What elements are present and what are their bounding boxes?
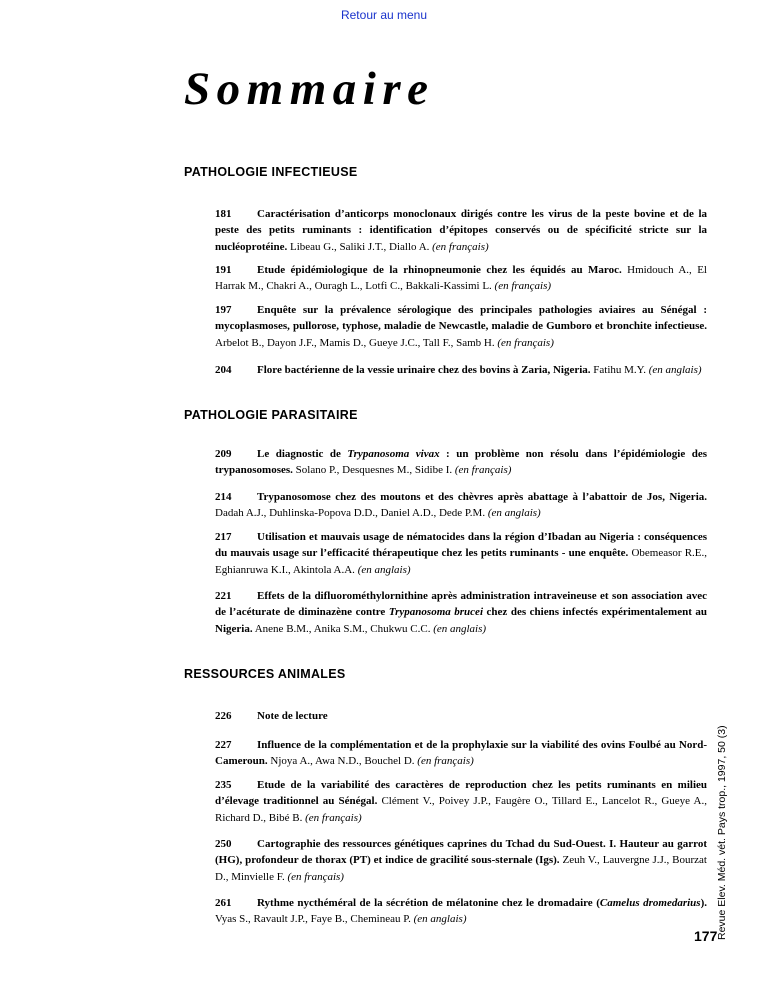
species-name: Trypanosoma brucei	[388, 606, 484, 619]
toc-entry[interactable]	[215, 708, 707, 724]
entry-language: (en anglais)	[648, 364, 702, 376]
entry-page-number: 250	[215, 838, 232, 850]
entry-authors: Dadah A.J., Duhlinska-Popova D.D., Daniel A.D., Dede P.M.	[215, 507, 486, 520]
entry-language: (en anglais)	[433, 622, 487, 635]
entry-title: Cartographie des ressources génétiques caprines du Tchad du Sud-Ouest. I. Hauteur au garrot (HG), profondeur de thorax (PT) et indice de gracilité sous-sternale (Igs).	[215, 838, 707, 867]
page-title: Sommaire	[184, 63, 435, 115]
entry-title: Trypanosomose chez des moutons et des chèvres après abattage à l’abattoir de Jos, Nigeria.	[257, 491, 707, 503]
entry-title: Utilisation et mauvais usage de nématocides dans la région d’Ibadan au Nigeria : conséquences du mauvais usage sur l’efficacité thérapeutique chez les petits ruminants - une enquête.	[215, 531, 707, 560]
species-name: Trypanosoma vivax	[347, 448, 440, 460]
entry-title: Etude épidémiologique de la rhinopneumonie chez les équidés au Maroc.	[257, 264, 622, 276]
entry-title: Note de lecture	[257, 710, 328, 722]
toc-entry[interactable]	[215, 588, 707, 637]
entry-authors: Anene B.M., Anika S.M., Chukwu C.C.	[254, 622, 431, 635]
journal-reference: Revue Elev. Méd. vét. Pays trop., 1997, 50 (3)	[716, 725, 728, 940]
toc-entry[interactable]	[215, 362, 707, 378]
entry-authors: Solano P., Desquesnes M., Sidibe I.	[295, 464, 453, 477]
species-name: Camelus dromedarius	[599, 897, 701, 909]
entry-page-number: 181	[215, 208, 232, 220]
entry-language: (en français)	[454, 464, 512, 477]
entry-page-number: 214	[215, 491, 232, 503]
toc-entry[interactable]	[215, 489, 707, 522]
entry-language: (en anglais)	[357, 563, 411, 576]
section-heading-infectious: PATHOLOGIE INFECTIEUSE	[184, 165, 358, 179]
entry-language: (en français)	[494, 280, 552, 293]
entry-title: Effets de la difluorométhylornithine après administration intraveineuse et son association avec de l’acéturate de diminazène contre Trypanosoma brucei chez des chiens infectés expérimentalement au Nigeria.	[215, 590, 708, 635]
entry-title: Influence de la complémentation et de la prophylaxie sur la viabilité des ovins Foulbé au Nord-Cameroun.	[215, 739, 707, 768]
toc-entry[interactable]	[215, 206, 707, 255]
toc-entry[interactable]	[215, 302, 707, 351]
section-heading-animal-resources: RESSOURCES ANIMALES	[184, 667, 346, 681]
section-heading-parasitic: PATHOLOGIE PARASITAIRE	[184, 408, 358, 422]
entry-page-number: 191	[215, 264, 232, 276]
entry-title: Caractérisation d’anticorps monoclonaux dirigés contre les virus de la peste bovine et de la peste des petits ruminants : identification d’épitopes conservés ou de spécificité stricte sur la nucléoprotéine.	[215, 208, 707, 253]
page-number: 177	[694, 928, 718, 944]
toc-entry[interactable]	[215, 777, 707, 826]
toc-entry[interactable]	[215, 446, 707, 479]
back-to-menu-link[interactable]: Retour au menu	[340, 8, 428, 22]
entry-page-number: 197	[215, 304, 232, 316]
entry-language: (en anglais)	[487, 507, 541, 520]
entry-page-number: 221	[215, 590, 232, 602]
entry-authors: Hmidouch A., El Harrak M., Chakri A., Ouragh L., Lotfi C., Bakkali-Kassimi L.	[215, 264, 707, 293]
entry-title: Flore bactérienne de la vessie urinaire chez des bovins à Zaria, Nigeria.	[257, 364, 591, 376]
entry-authors: Clément V., Poivey J.P., Faugère O., Tillard E., Lancelot R., Gueye A., Richard D., Bibé B.	[215, 795, 707, 824]
entry-authors: Njoya A., Awa N.D., Bouchel D.	[270, 755, 415, 768]
entry-title: Enquête sur la prévalence sérologique des principales pathologies aviaires au Sénégal : mycoplasmoses, pullorose, typhose, maladie de Newcastle, maladie de Gumboro et bronchite infectieuse.	[215, 304, 707, 333]
entry-language: (en français)	[417, 755, 474, 768]
entry-page-number: 204	[215, 364, 232, 376]
entry-authors: Vyas S., Ravault J.P., Faye B., Chemineau P.	[215, 913, 411, 926]
entry-title: Le diagnostic de Trypanosoma vivax : un problème non résolu dans l’épidémiologie des trypanosomoses.	[215, 448, 707, 477]
toc-entry[interactable]	[215, 262, 707, 295]
entry-authors: Arbelot B., Dayon J.F., Mamis D., Gueye J.C., Tall F., Samb H.	[215, 336, 495, 349]
entry-page-number: 235	[215, 779, 232, 791]
toc-entry[interactable]	[215, 836, 707, 885]
entry-authors: Libeau G., Saliki J.T., Diallo A.	[289, 240, 430, 253]
entry-language: (en anglais)	[413, 913, 467, 926]
entry-authors: Fatihu M.Y.	[593, 364, 646, 376]
toc-entry[interactable]	[215, 737, 707, 770]
toc-entry[interactable]	[215, 529, 707, 578]
entry-language: (en français)	[287, 870, 344, 883]
entry-page-number: 227	[215, 739, 232, 751]
entry-title: Rythme nycthéméral de la sécrétion de mélatonine chez le dromadaire (Camelus dromedarius).	[257, 897, 707, 909]
entry-page-number: 217	[215, 531, 232, 543]
toc-entry[interactable]	[215, 895, 707, 928]
entry-page-number: 261	[215, 897, 232, 909]
entry-authors: Zeuh V., Lauvergne J.J., Bourzat D., Minvielle F.	[215, 854, 707, 883]
entry-language: (en français)	[305, 811, 362, 824]
entry-title: Etude de la variabilité des caractères de reproduction chez les petits ruminants en milieu d’élevage traditionnel au Sénégal.	[215, 779, 707, 808]
entry-authors: Obemeasor R.E., Eghianruwa K.I., Akintola A.A.	[215, 547, 707, 576]
entry-page-number: 226	[215, 710, 232, 722]
entry-language: (en français)	[432, 240, 489, 253]
entry-language: (en français)	[497, 336, 554, 349]
entry-page-number: 209	[215, 448, 232, 460]
